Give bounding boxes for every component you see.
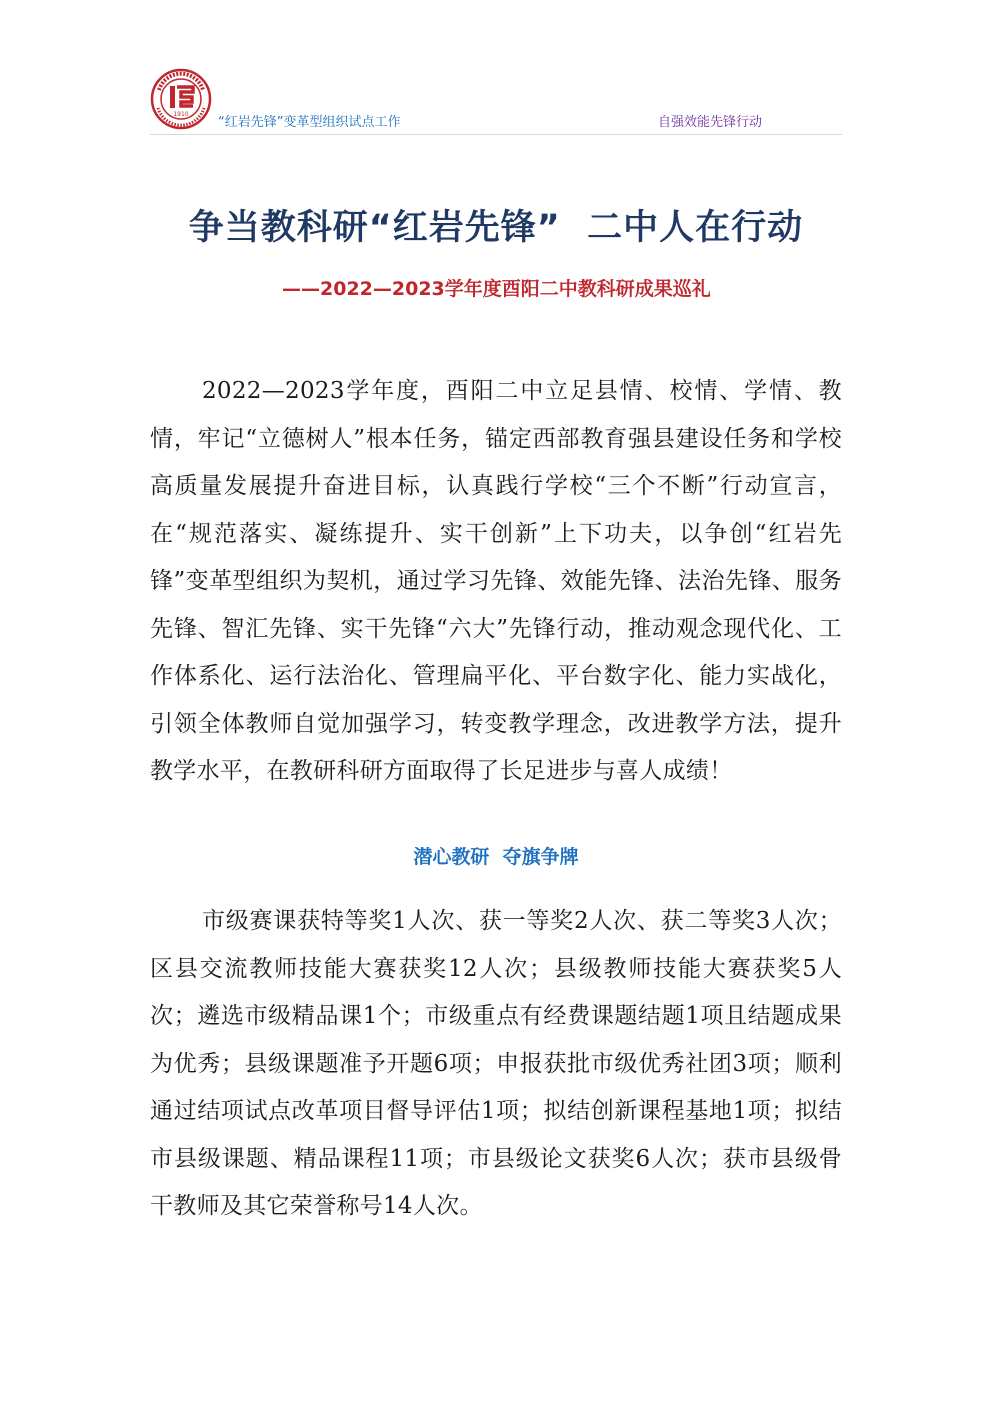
header-right-label: 自强效能先锋行动 (658, 115, 763, 130)
section-heading: 潜心教研 夺旗争牌 (413, 846, 579, 868)
svg-text:1910: 1910 (173, 111, 189, 118)
intro-paragraph: 2022—2023学年度，酉阳二中立足县情、校情、学情、教情，牢记“立德树人”根本任务，锚定西部教育强县建设任务和学校高质量发展提升奋进目标，认真践行学校“三个不断”行动宣言，在“规范落实、凝练提升、实干创新”上下功夫，以争创“红岩先锋”变革型组织为契机，通过学习先锋、效能先锋、法治先锋、服务先锋、智汇先锋、实干先锋“六大”先锋行动，推动观念现代化、工作体系化、运行法治化、管理扁平化、平台数字化、能力实战化，引领全体教师自觉加强学习，转变教学理念，改进教学方法，提升教学水平，在教研科研方面取得了长足进步与喜人成绩！ (150, 378, 842, 784)
section-paragraph: 市级赛课获特等奖1人次、获一等奖2人次、获二等奖3人次；区县交流教师技能大赛获奖12人次；县级教师技能大赛获奖5人次；遴选市级精品课1个；市级重点有经费课题结题1项且结题成果为优秀；县级课题准予开题6项；申报获批市级优秀社团3项；顺利通过结项试点改革项目督导评估1项；拟结创新课程基地1项；拟结市县级课题、精品课程11项；市县级论文获奖6人次；获市县级骨干教师及其它荣誉称号14人次。 (150, 908, 842, 1219)
school-seal-icon (150, 68, 212, 130)
article-title: 争当教科研“红岩先锋” 二中人在行动 (188, 208, 804, 248)
page-header (0, 0, 992, 140)
header-left-label: “红岩先锋”变革型组织试点工作 (218, 115, 401, 130)
header-divider (150, 134, 842, 135)
article-subtitle: ——2022—2023学年度酉阳二中教科研成果巡礼 (282, 278, 711, 300)
